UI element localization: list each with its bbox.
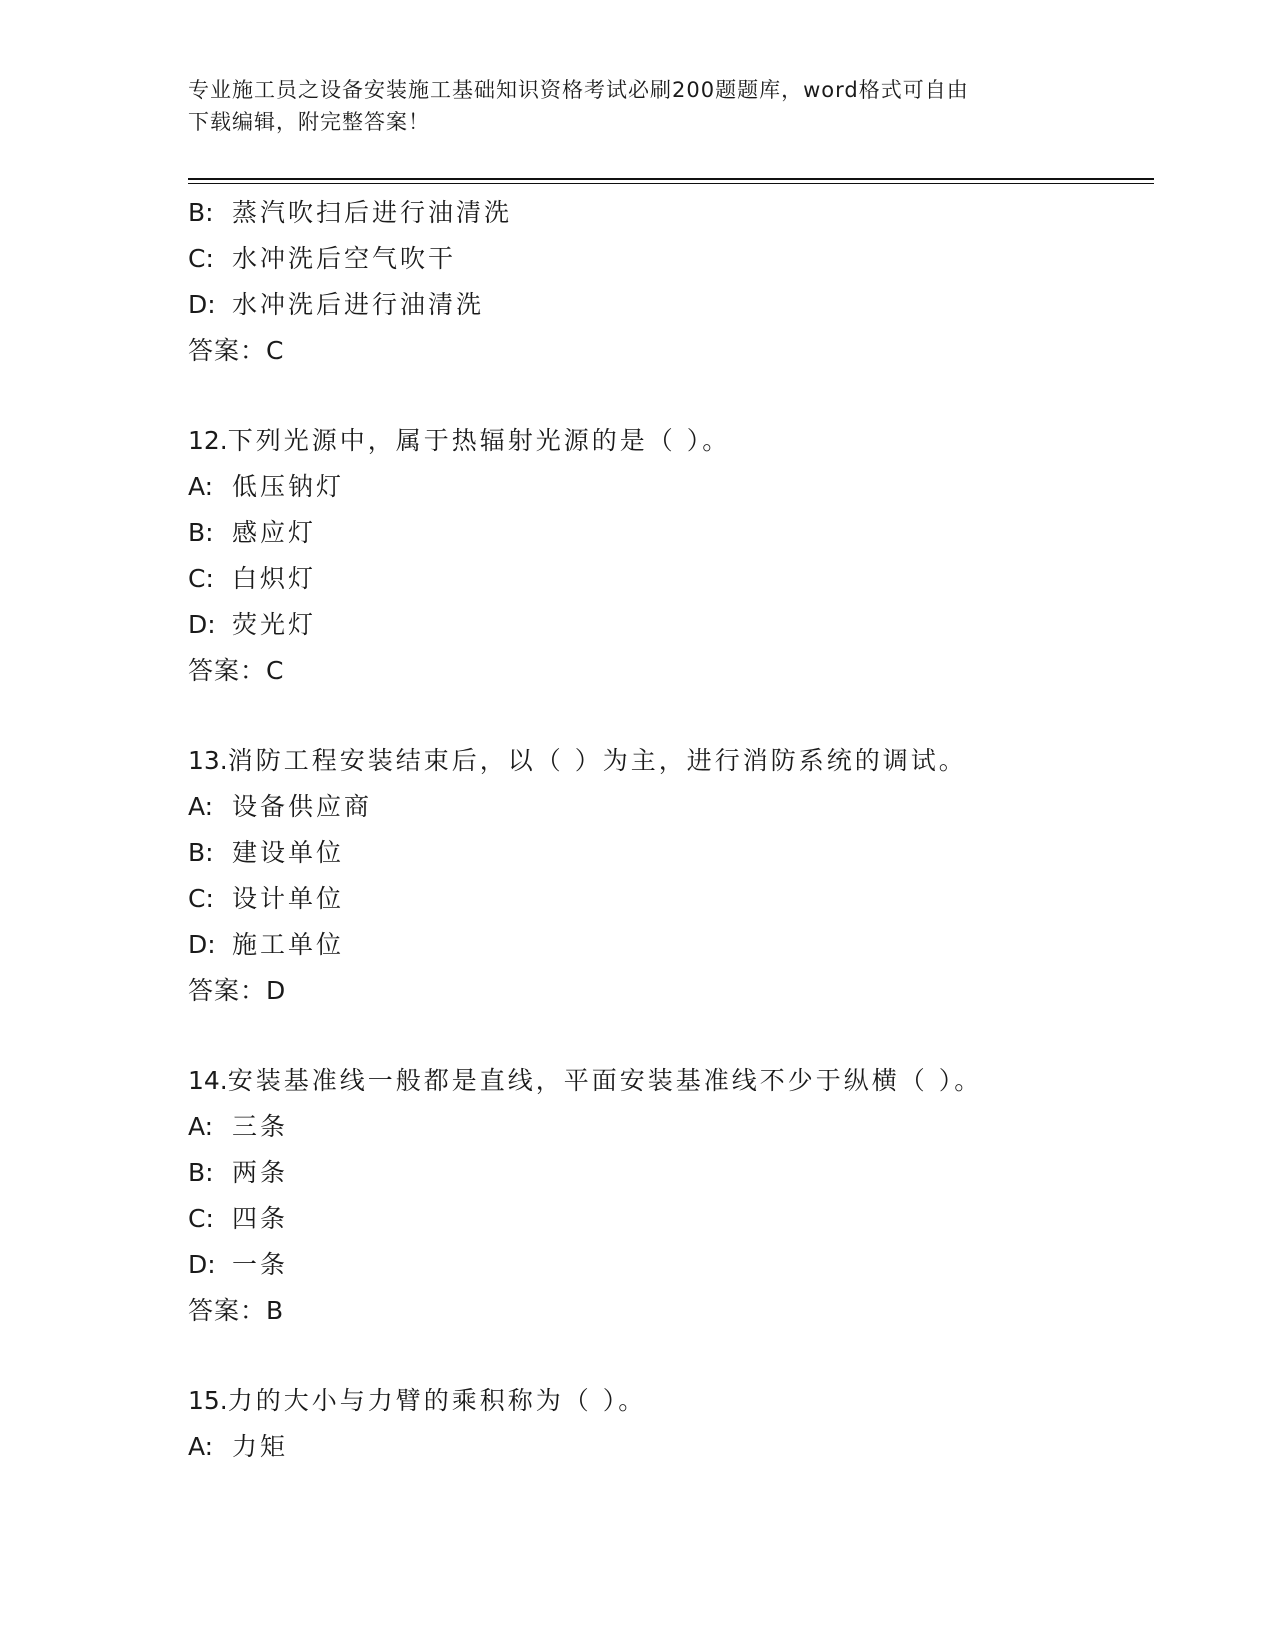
option-text: 两条: [232, 1158, 289, 1187]
option-key: B:: [188, 518, 214, 547]
question-stem: [188, 418, 1148, 464]
question-stem: [188, 738, 1148, 784]
option-key: D:: [188, 610, 216, 639]
option-key: A:: [188, 472, 214, 501]
question-block: [188, 418, 1148, 694]
option-text: 设备供应商: [232, 792, 373, 821]
question-stem: [188, 1058, 1148, 1104]
question-block-continued: [188, 190, 1148, 374]
question-number: 13.: [188, 746, 228, 775]
option-text: 蒸汽吹扫后进行油清洗: [232, 198, 513, 227]
option-key: C:: [188, 564, 214, 593]
option-text: 三条: [232, 1112, 289, 1141]
option-key: B:: [188, 1158, 214, 1187]
option-key: D:: [188, 930, 216, 959]
question-stem: [188, 1378, 1148, 1424]
answer-line: 答案：B: [188, 1296, 285, 1325]
option-text: 低压钠灯: [232, 472, 345, 501]
question-number: 14.: [188, 1066, 228, 1095]
option-line: [188, 876, 1148, 922]
question-block: [188, 1378, 1148, 1470]
option-line: [188, 830, 1148, 876]
header-line-2: 下载编辑，附完整答案！: [188, 110, 430, 134]
answer-line: 答案：D: [188, 976, 287, 1005]
answer-line: 答案：C: [188, 656, 285, 685]
option-line: [188, 282, 1148, 328]
option-key: C:: [188, 244, 214, 273]
option-line: [188, 922, 1148, 968]
option-line: [188, 464, 1148, 510]
question-number: 15.: [188, 1386, 228, 1415]
option-line: [188, 1104, 1148, 1150]
option-text: 水冲洗后进行油清洗: [232, 290, 485, 319]
option-line: [188, 236, 1148, 282]
header-line-1: 专业施工员之设备安装施工基础知识资格考试必刷200题题库，word格式可自由: [188, 78, 969, 102]
option-text: 水冲洗后空气吹干: [232, 244, 457, 273]
question-text: 安装基准线一般都是直线，平面安装基准线不少于纵横（ ）。: [227, 1066, 983, 1095]
option-text: 一条: [232, 1250, 289, 1279]
document-header: [188, 74, 1088, 138]
option-key: A:: [188, 1432, 214, 1461]
header-rule-thick: [188, 178, 1154, 180]
header-rule-thin: [188, 183, 1154, 184]
option-key: B:: [188, 838, 214, 867]
option-line: [188, 190, 1148, 236]
option-key: D:: [188, 290, 216, 319]
question-text: 消防工程安装结束后，以（ ）为主，进行消防系统的调试。: [227, 746, 967, 775]
option-line: [188, 556, 1148, 602]
option-line: [188, 1242, 1148, 1288]
option-text: 感应灯: [232, 518, 317, 547]
option-line: [188, 510, 1148, 556]
option-text: 设计单位: [232, 884, 345, 913]
question-number: 12.: [188, 426, 228, 455]
option-key: B:: [188, 198, 214, 227]
option-line: [188, 1150, 1148, 1196]
question-block: [188, 1058, 1148, 1334]
option-line: [188, 602, 1148, 648]
question-list: [188, 190, 1148, 1470]
option-key: D:: [188, 1250, 216, 1279]
option-line: [188, 784, 1148, 830]
option-text: 白炽灯: [232, 564, 317, 593]
option-line: [188, 1196, 1148, 1242]
option-key: C:: [188, 884, 214, 913]
option-key: C:: [188, 1204, 214, 1233]
question-text: 下列光源中，属于热辐射光源的是（ ）。: [227, 426, 731, 455]
answer-line: 答案：C: [188, 336, 285, 365]
option-line: [188, 1424, 1148, 1470]
option-text: 施工单位: [232, 930, 345, 959]
option-key: A:: [188, 1112, 214, 1141]
option-text: 力矩: [232, 1432, 289, 1461]
option-key: A:: [188, 792, 214, 821]
question-block: [188, 738, 1148, 1014]
option-text: 荧光灯: [232, 610, 317, 639]
question-text: 力的大小与力臂的乘积称为（ ）。: [227, 1386, 647, 1415]
option-text: 建设单位: [232, 838, 345, 867]
option-text: 四条: [232, 1204, 289, 1233]
